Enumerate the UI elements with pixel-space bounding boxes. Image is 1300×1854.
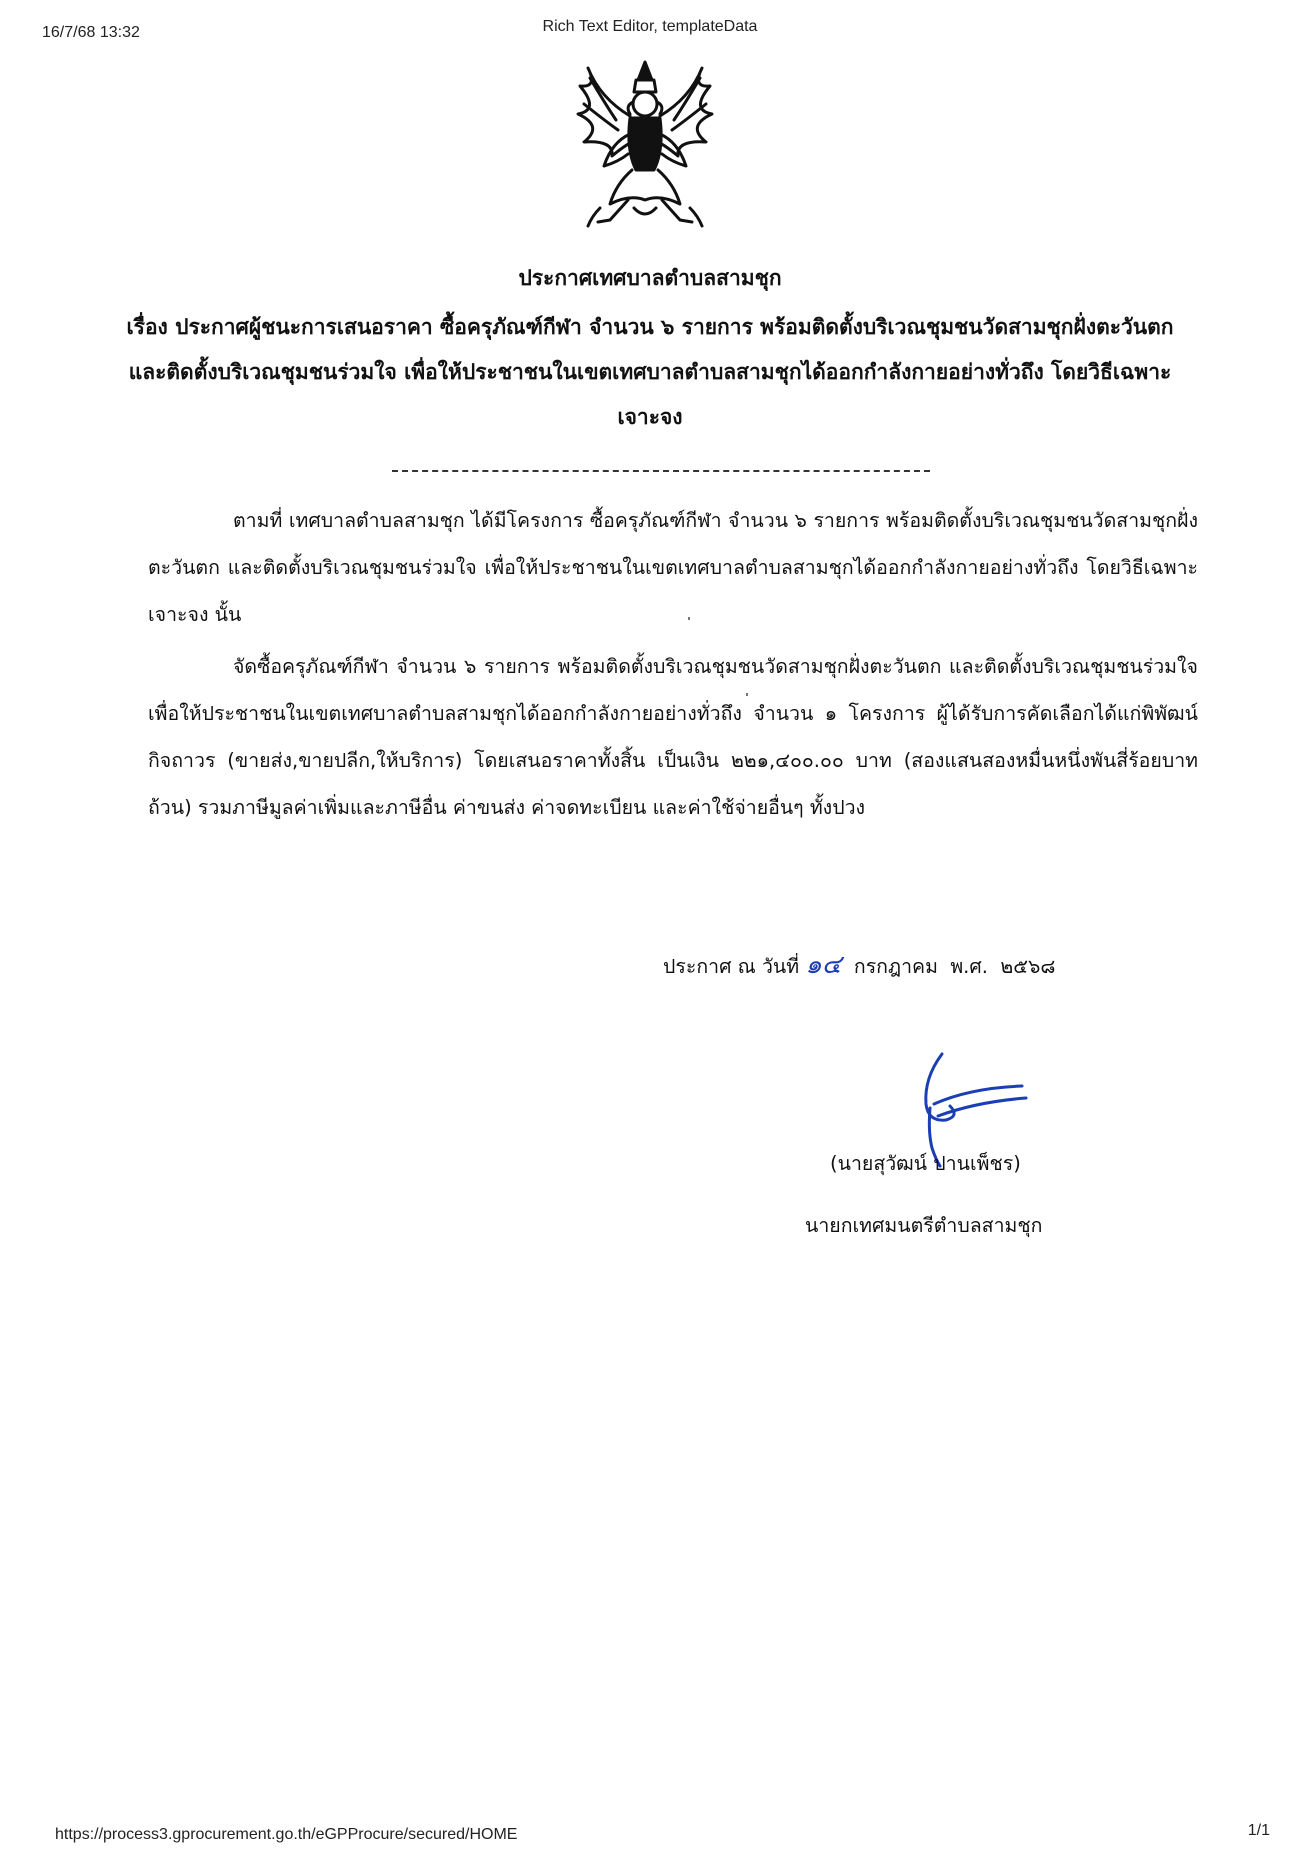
print-header-title: Rich Text Editor, templateData (542, 18, 758, 35)
announcement-paragraph-2: จัดซื้อครุภัณฑ์กีฬา จำนวน ๖ รายการ พร้อมติดตั้งบริเวณชุมชนวัดสามชุกฝั่งตะวันตก และติดตั้งบริเวณชุมชนร่วมใจ เพื่อให้ประชาชนในเขตเทศบาลตำบลสามชุกได้ออกกำลังกายอย่างทั่วถึง จำนวน ๑ โครงการ ผู้ได้รับการคัดเลือกได้แก่พิพัฒน์กิจถาวร (ขายส่ง,ขายปลีก,ให้บริการ) โดยเสนอราคาทั้งสิ้น เป็นเงิน ๒๒๑,๔๐๐.๐๐ บาท (สองแสนสองหมื่นหนึ่งพันสี่ร้อยบาทถ้วน) รวมภาษีมูลค่าเพิ่มและภาษีอื่น ค่าขนส่ง ค่าจดทะเบียน และค่าใช้จ่ายอื่นๆ ทั้งปวง (148, 655, 1198, 819)
dashed-divider (392, 470, 930, 472)
announcement-date (663, 944, 1055, 985)
announcement-org-title: ประกาศเทศบาลตำบลสามชุก (518, 266, 782, 290)
date-era: พ.ศ. (950, 955, 988, 978)
signer-position: นายกเทศมนตรีตำบลสามชุก (805, 1214, 1043, 1237)
date-prefix: ประกาศ ณ วันที่ (663, 955, 800, 978)
print-page-number: 1/1 (1247, 1822, 1270, 1839)
date-month: กรกฎาคม (853, 955, 938, 978)
announcement-paragraph-1: ตามที่ เทศบาลตำบลสามชุก ได้มีโครงการ ซื้อครุภัณฑ์กีฬา จำนวน ๖ รายการ พร้อมติดตั้งบริเวณชุมชนวัดสามชุกฝั่งตะวันตก และติดตั้งบริเวณชุมชนร่วมใจ เพื่อให้ประชาชนในเขตเทศบาลตำบลสามชุกได้ออกกำลังกายอย่างทั่วถึง โดยวิธีเฉพาะเจาะจง นั้น (148, 509, 1198, 626)
date-day: ๑๔ (805, 950, 842, 980)
date-year: ๒๕๖๘ (1000, 955, 1056, 978)
print-timestamp: 16/7/68 13:32 (42, 24, 140, 41)
print-footer-url: https://process3.gprocurement.go.th/eGPProcure/secured/HOME (55, 1826, 518, 1843)
garuda-emblem-icon (570, 58, 720, 234)
signer-name: (นายสุวัฒน์ ปานเพ็ชร) (830, 1152, 1021, 1175)
scan-speck (746, 693, 748, 696)
scan-speck (688, 617, 690, 620)
announcement-subject: เรื่อง ประกาศผู้ชนะการเสนอราคา ซื้อครุภัณฑ์กีฬา จำนวน ๖ รายการ พร้อมติดตั้งบริเวณชุมชนวัดสามชุกฝั่งตะวันตก และติดตั้งบริเวณชุมชนร่วมใจ เพื่อให้ประชาชนในเขตเทศบาลตำบลสามชุกได้ออกกำลังกายอย่างทั่วถึง โดยวิธีเฉพาะเจาะจง (126, 315, 1174, 429)
